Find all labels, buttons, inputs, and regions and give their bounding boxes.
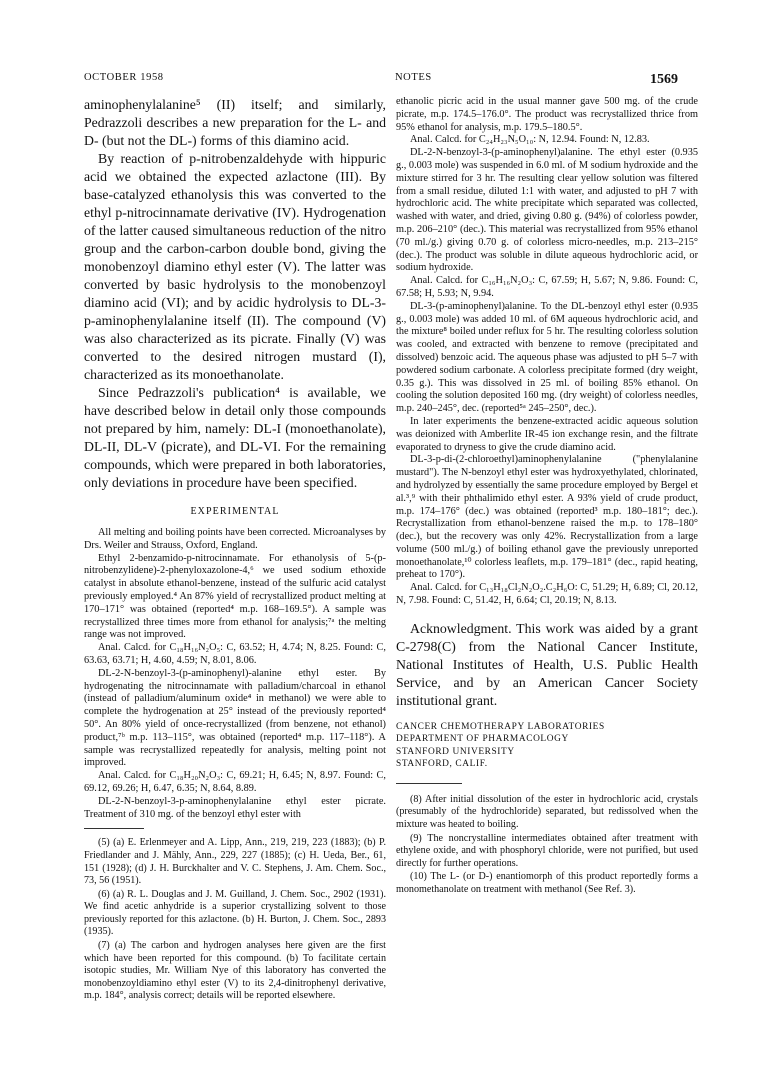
experimental-mustard: DL-3-p-di-(2-chloroethyl)aminophenylalanine ("phenylalanine mustard"). The N-benzoyl ethyl ester was hydroxyethylated, chlorinated, and hydrolyzed by essentially the same procedure employed by Bergel et al.³,⁹ with their phthalimido ethyl ester. A 93% yield of crude product, m.p. 174–176° (dec.) was obtained (reported³ m.p. 180–181°; dec.). Recrystallization from ethanol-benzene raised the m.p. to 178–180° (dec.), but the recovery was only 42%. Recrystallization from a large volume (500 ml./g.) of boiling ethanol gave the previously unreported monoethanolate,¹⁰ colorless leaflets, m.p. 179–181° (dec., rapid heating, preheat to 170°). (396, 454, 698, 581)
analysis-ethyl-ester: Anal. Calcd. for C₁₈H₂₀N₂O₃: C, 69.21; H, 6.45; N, 8.97. Found: C, 69.12, 69.26; H, 6.47, 6.35; N, 8.64, 8.89. (84, 770, 386, 794)
analysis-benzoyl-acid: Anal. Calcd. for C₁₆H₁₆N₂O₃: C, 67.59; H, 5.67; N, 9.86. Found: C, 67.58; H, 5.93; N, 9.94. (396, 275, 698, 299)
analysis-nitrocinnamate: Anal. Calcd. for C₁₈H₁₆N₂O₅: C, 63.52; H, 4.74; N, 8.25. Found: C, 63.63, 63.71; H, 4.60, 4.59; N, 8.01, 8.06. (84, 642, 386, 666)
footnote-divider (84, 828, 144, 829)
scope-paragraph: Since Pedrazzoli's publication⁴ is available, we have described below in detail only those compounds not prepared by him, namely: DL-I (monoethanolate), DL-II, DL-V (picrate), and DL-VI. For the remaining compounds, which were prepared in both laboratories, only deviations in procedure have been specified. (84, 385, 386, 490)
footnote-divider (396, 783, 462, 784)
experimental-benzoyl-acid: DL-2-N-benzoyl-3-(p-aminophenyl)alanine. The ethyl ester (0.935 g., 0.003 mole) was suspended in 6.0 ml. of M sodium hydroxide and the mixture stirred for 3 hr. The resulting clear yellow solution was filtered from a small residue, diluted 1:1 with water, and adjusted to pH 7 with hydrochloric acid. The white precipitate which separated was collected, washed with water, and dried, giving 0.80 g. (94%) of colorless powder, m.p. 206–210° (dec.). This material was recrystallized from 95% ethanol (70 ml./g.) giving 0.70 g. of colorless micro-needles, m.p. 213–215° (dec.). The product was soluble in dilute aqueous hydrochloric acid, or sodium hydroxide. (396, 147, 698, 274)
affiliation-line: STANFORD, CALIF. (396, 759, 488, 770)
footnote: (5) (a) E. Erlenmeyer and A. Lipp, Ann., 219, 219, 223 (1883); (b) P. Friedlander and J. Mähly, Ann., 229, 227 (1885); (c) H. Ueda, Ber., 61, 151 (1928); (d) J. H. Burckhalter and V. C. Stephens, J. Am. Chem. Soc., 73, 56 (1951). (84, 837, 386, 887)
page-number: 1569 (650, 72, 678, 87)
footnote: (6) (a) R. L. Douglas and J. M. Guilland, J. Chem. Soc., 2902 (1931). We find acetic anhydride is a superior crystallizing solvent to those previously reported for this azlactone. (b) H. Burton, J. Chem. Soc., 2893 (1935). (84, 888, 386, 938)
footnote: (10) The L- (or D-) enantiomorph of this product reportedly forms a monomethanolate on treatment with methanol (See Ref. 3). (396, 871, 698, 896)
experimental-ethyl-ester: DL-2-N-benzoyl-3-(p-aminophenyl)-alanine ethyl ester. By hydrogenating the nitrocinnamate with palladium/charcoal in ethanol (instead of palladium/aluminum oxide⁴ in methanol) we were able to complete the hydrogenation at 25° instead of the previously reported⁴ 50°. An 80% yield of once-recrystallized (from benzene, not ethanol) product,⁷ᵇ m.p. 113–115°, was obtained (reported⁴ m.p. 117–118°). A sample was recrystallized repeatedly for analysis, melting point not improved. (84, 667, 386, 769)
synthesis-paragraph: By reaction of p-nitrobenzaldehyde with hippuric acid we obtained the expected azlactone (III). By base-catalyzed ethanolysis this was converted to the ethyl p-nitrocinnamate derivative (IV). Hydrogenation of the latter caused simultaneous reduction of the nitro group and the carbon-carbon double bond, giving the monobenzoyl diamino ethyl ester (V). The latter was converted by basic hydrolysis to the monobenzoyl diamino acid (VI); and by acidic hydrolysis to DL-3-p-aminophenylalanine itself (II). The compound (V) was also characterized as its picrate. Finally (V) was converted to the desired nitrogen mustard (I), characterized as its monoethanolate. (84, 151, 386, 382)
running-header-date: OCTOBER 1958 (84, 72, 164, 83)
intro-paragraph: aminophenylalanine⁵ (II) itself; and similarly, Pedrazzoli describes a new preparation for the L- and D- (but not the DL-) forms of this diamino acid. (84, 97, 386, 148)
footnote: (9) The noncrystalline intermediates obtained after treatment with ethylene oxide, and with phosphoryl chloride, were not purified, but used directly for further operations. (396, 832, 698, 869)
left-column (84, 96, 386, 1004)
running-header-section: NOTES (395, 72, 432, 83)
affiliation-line: CANCER CHEMOTHERAPY LABORATORIES (396, 721, 605, 732)
acknowledgment: Acknowledgment. This work was aided by a grant C-2798(C) from the National Cancer Institute, National Institutes of Health, U.S. Public Health Service, and by an American Cancer Society institutional grant. (396, 620, 698, 708)
analysis-mustard: Anal. Calcd. for C₁₃H₁₈Cl₂N₂O₂.C₂H₆O: C, 51.29; H, 6.89; Cl, 20.12, N, 7.98. Found: C, 51.42, H, 6.64; Cl, 20.19; N, 8.13. (396, 582, 698, 607)
experimental-nitrocinnamate: Ethyl 2-benzamido-p-nitrocinnamate. For ethanolysis of 5-(p-nitrobenzylidene)-2-phenyloxazolone-4,⁶ we used sodium ethoxide catalyst in absolute ethanol-benzene, instead of the sulfuric acid catalyst previously employed.⁴ An 87% yield of recrystallized product melting at 170–171° was obtained (reported⁴ m.p. 168–169.5°). A sample was recrystallized three times more from ethanol for analysis;⁷ᵃ the melting range was not improved. (84, 552, 386, 641)
experimental-aminophenylalanine: DL-3-(p-aminophenyl)alanine. To the DL-benzoyl ethyl ester (0.935 g., 0.003 mole) was added 10 ml. of 6M aqueous hydrochloric acid, and the mixture⁸ boiled under reflux for 5 hr. The resulting colorless solution was cooled, and extracted with benzene to remove (precipitated and dissolved) benzoic acid. The aqueous phase was adjusted to pH 5–7 with powdered sodium carbonate. A colorless precipitate formed (dry weight, 0.35 g.). This was dissolved in 25 ml. of boiling 85% ethanol. On cooling the solution deposited 160 mg. (dry weight) of colorless needles, m.p. 240–245°, dec. (reported⁵ᵃ 245–250°, dec.). (396, 300, 698, 415)
experimental-general: All melting and boiling points have been corrected. Microanalyses by Drs. Weiler and Strauss, Oxford, England. (84, 527, 386, 551)
affiliation-line: STANFORD UNIVERSITY (396, 746, 515, 757)
picrate-continued: ethanolic picric acid in the usual manner gave 500 mg. of the crude picrate, m.p. 174.5–176.0°. The product was recrystallized thrice from 95% ethanol for analysis, m.p. 179.5–180.5°. (396, 96, 698, 133)
footnote: (7) (a) The carbon and hydrogen analyses here given are the first which have been reported for this compound. (b) To facilitate certain isotopic studies, Mr. William Nye of this laboratory has converted the monobenzoyldiamino ethyl ester (V) to its 2,4-dinitrophenyl derivative, m.p. 184°, analysis correct; details will be reported elsewhere. (84, 940, 386, 1002)
right-column (396, 96, 698, 898)
analysis-picrate: Anal. Calcd. for C₂₄H₂₃N₅O₁₀: N, 12.94. Found: N, 12.83. (410, 134, 650, 146)
affiliation-line: DEPARTMENT OF PHARMACOLOGY (396, 734, 569, 745)
affiliation-block (396, 721, 698, 771)
experimental-picrate: DL-2-N-benzoyl-3-p-aminophenylalanine ethyl ester picrate. Treatment of 310 mg. of the benzoyl ethyl ester with (84, 795, 386, 820)
experimental-heading: EXPERIMENTAL (190, 506, 280, 517)
experimental-ion-exchange: In later experiments the benzene-extracted acidic aqueous solution was deionized with Amberlite IR-45 ion exchange resin, and the filtrate evaporated to dryness to give the crude diamino acid. (396, 415, 698, 453)
footnote: (8) After initial dissolution of the ester in hydrochloric acid, crystals (presumably of the hydrochloride) separated, but redissolved when the mixture was heated to boiling. (396, 793, 698, 831)
